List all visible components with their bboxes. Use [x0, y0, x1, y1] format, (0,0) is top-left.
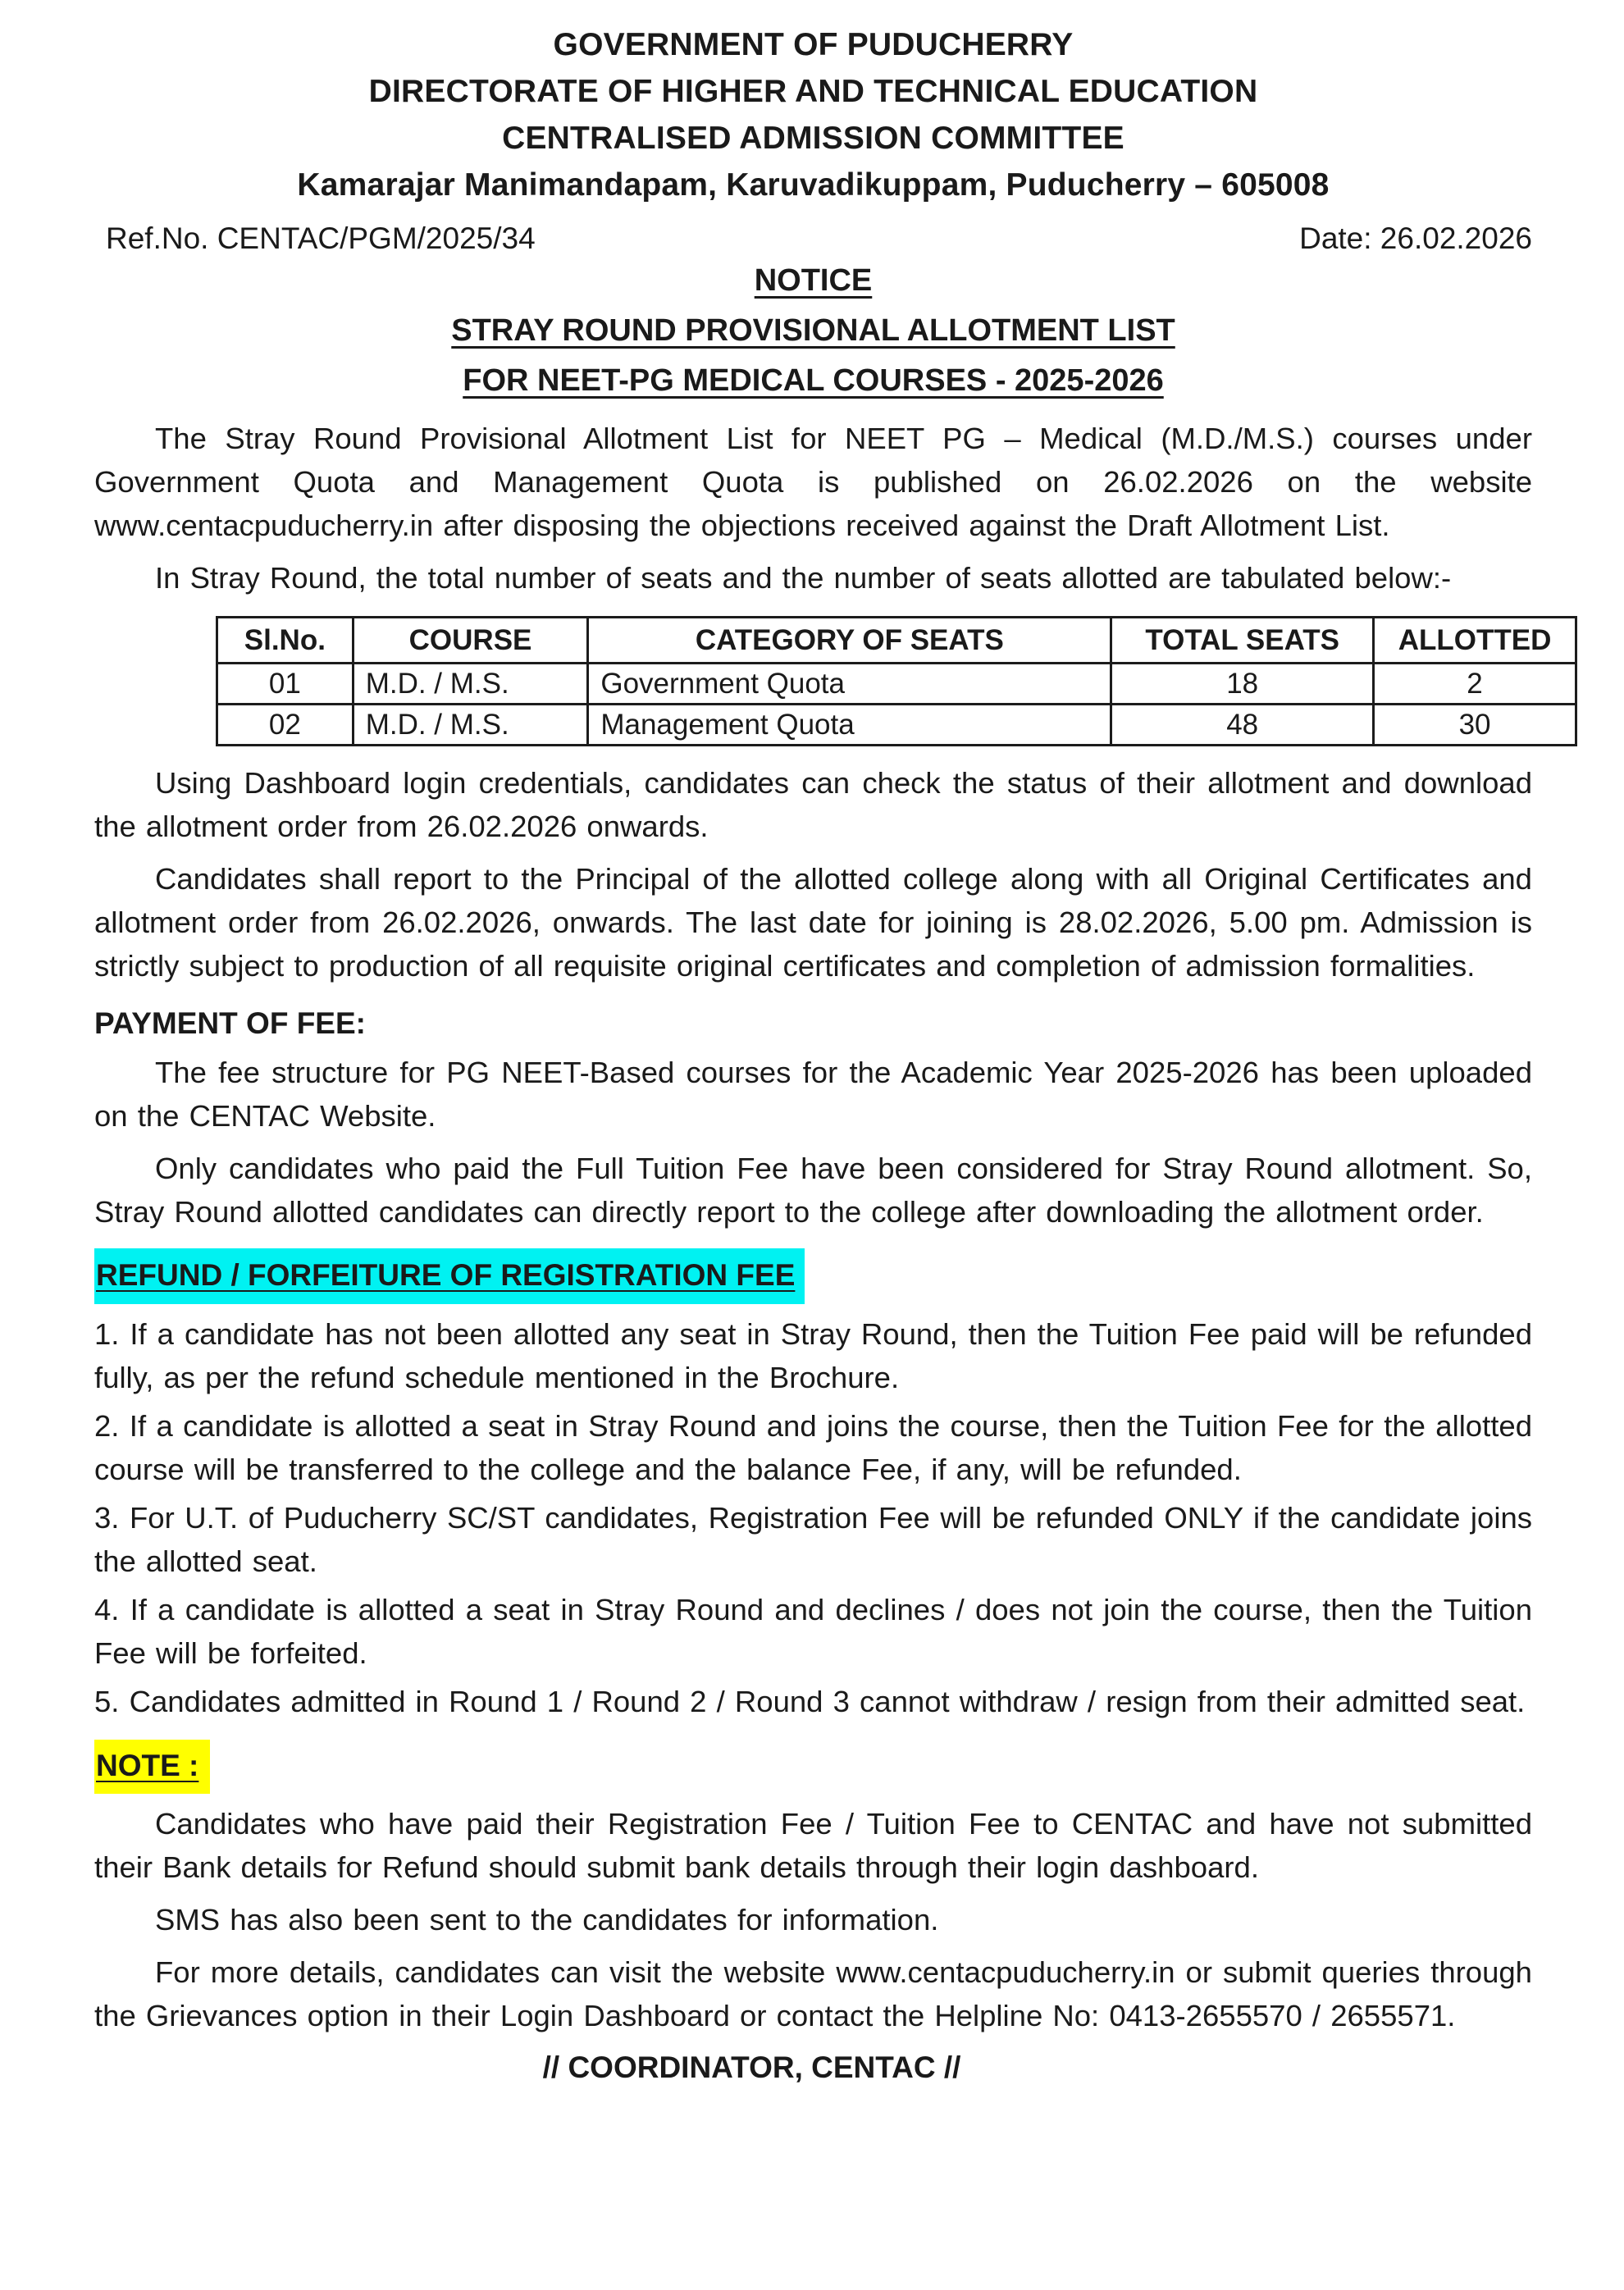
table-header-slno: Sl.No.: [217, 618, 354, 664]
table-cell-category: Government Quota: [588, 664, 1111, 705]
document-date: Date: 26.02.2026: [1299, 221, 1532, 255]
paragraph-sms-info: SMS has also been sent to the candidates for information.: [155, 1903, 939, 1936]
refund-rule-2: 2. If a candidate is allotted a seat in Stray Round and joins the course, then the Tuition Fee for the allotted course will be transferred to the college and the balance Fee, if any, will be refunded.: [94, 1409, 1532, 1486]
paragraph-full-tuition-fee: Only candidates who paid the Full Tuition Fee have been considered for Stray Round allotment. So, Stray Round allotted candidates can directly report to the college after downloading the allotment order.: [94, 1152, 1532, 1229]
refund-rule-4: 4. If a candidate is allotted a seat in Stray Round and declines / does not join the course, then the Tuition Fee will be forfeited.: [94, 1593, 1532, 1670]
note-heading-line: [94, 1740, 1532, 1797]
paragraph-reporting: Candidates shall report to the Principal of the allotted college along with all Original Certificates and allotment order from 26.02.2026, onwards. The last date for joining is 28.02.2026, 5.00 pm. Admission is strictly subject to production of all requisite original certificates and completion of admission formalities.: [94, 862, 1532, 983]
notice-subtitle-courses: FOR NEET-PG MEDICAL COURSES - 2025-2026: [463, 363, 1164, 398]
table-header-row: [217, 618, 1576, 664]
paragraph-bank-details: Candidates who have paid their Registration Fee / Tuition Fee to CENTAC and have not submitted their Bank details for Refund should submit bank details through their login dashboard.: [94, 1807, 1532, 1884]
table-header-allotted: ALLOTTED: [1374, 618, 1576, 664]
note-heading: NOTE :: [94, 1740, 210, 1794]
table-cell-allotted: 30: [1374, 705, 1576, 746]
notice-subtitle-allotment-list: STRAY ROUND PROVISIONAL ALLOTMENT LIST: [451, 313, 1175, 348]
refund-rule-3: 3. For U.T. of Puducherry SC/ST candidates, Registration Fee will be refunded ONLY if the candidate joins the allotted seat.: [94, 1501, 1532, 1578]
paragraph-fee-structure: The fee structure for PG NEET-Based courses for the Academic Year 2025-2026 has been uploaded on the CENTAC Website.: [94, 1056, 1532, 1133]
table-cell-total-seats: 48: [1111, 705, 1374, 746]
table-cell-total-seats: 18: [1111, 664, 1374, 705]
subtitle-line-1: [94, 310, 1532, 358]
notice-title-line: [94, 260, 1532, 308]
refund-rule-5: 5. Candidates admitted in Round 1 / Round 2 / Round 3 cannot withdraw / resign from their admitted seat.: [94, 1685, 1526, 1718]
table-header-total-seats: TOTAL SEATS: [1111, 618, 1374, 664]
refund-rule-1: 1. If a candidate has not been allotted any seat in Stray Round, then the Tuition Fee paid will be refunded fully, as per the refund schedule mentioned in the Brochure.: [94, 1317, 1532, 1394]
table-cell-slno: 02: [217, 705, 354, 746]
paragraph-more-details: For more details, candidates can visit the website www.centacpuducherry.in or submit queries through the Grievances option in their Login Dashboard or contact the Helpline No: 0413-2655570 / 2655571.: [94, 1955, 1532, 2032]
notice-title: NOTICE: [754, 263, 873, 298]
org-name-directorate: DIRECTORATE OF HIGHER AND TECHNICAL EDUCATION: [368, 74, 1258, 109]
table-header-category: CATEGORY OF SEATS: [588, 618, 1111, 664]
paragraph-publication: The Stray Round Provisional Allotment List for NEET PG – Medical (M.D./M.S.) courses under Government Quota and Management Quota is published on 26.02.2026 on the website www.centacpuducherry.in after disposing the objections received against the Draft Allotment List.: [94, 422, 1532, 542]
table-row: [217, 664, 1576, 705]
coordinator-signature: // COORDINATOR, CENTAC //: [542, 2051, 961, 2084]
refund-heading-line: [94, 1248, 1532, 1307]
table-row: [217, 705, 1576, 746]
reference-number: Ref.No. CENTAC/PGM/2025/34: [106, 221, 536, 255]
table-cell-course: M.D. / M.S.: [353, 664, 588, 705]
reference-row: [94, 220, 1532, 258]
paragraph-dashboard-login: Using Dashboard login credentials, candidates can check the status of their allotment and download the allotment order from 26.02.2026 onwards.: [94, 766, 1532, 843]
org-name-committee: CENTRALISED ADMISSION COMMITTEE: [502, 121, 1124, 156]
seat-allotment-table: [216, 616, 1577, 746]
table-cell-allotted: 2: [1374, 664, 1576, 705]
paragraph-seats-intro: In Stray Round, the total number of seats and the number of seats allotted are tabulated below:-: [155, 561, 1452, 595]
refund-forfeiture-heading: REFUND / FORFEITURE OF REGISTRATION FEE: [94, 1248, 805, 1304]
table-cell-category: Management Quota: [588, 705, 1111, 746]
table-cell-slno: 01: [217, 664, 354, 705]
table-cell-course: M.D. / M.S.: [353, 705, 588, 746]
org-address: Kamarajar Manimandapam, Karuvadikuppam, Puducherry – 605008: [297, 167, 1330, 203]
org-name-government: GOVERNMENT OF PUDUCHERRY: [553, 27, 1074, 62]
subtitle-line-2: [94, 360, 1532, 408]
payment-of-fee-heading: PAYMENT OF FEE:: [94, 1006, 366, 1040]
table-header-course: COURSE: [353, 618, 588, 664]
